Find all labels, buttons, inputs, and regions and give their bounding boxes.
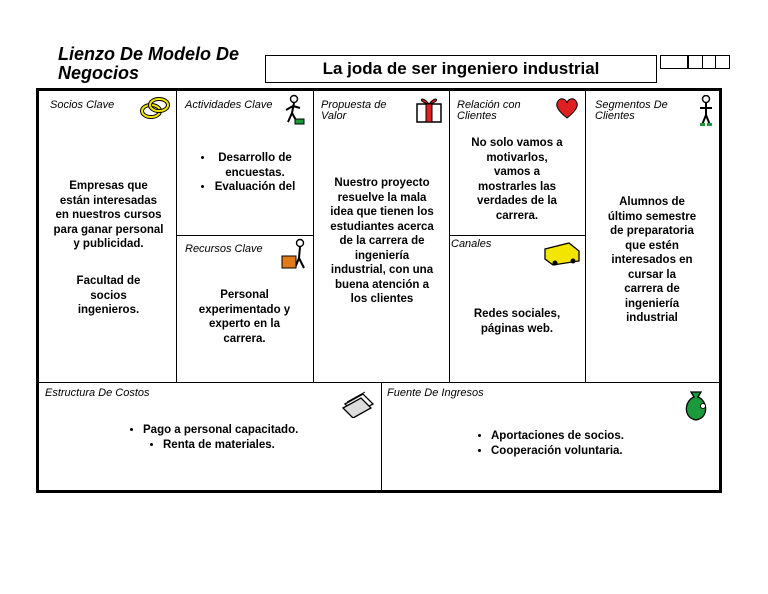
section-label: Canales <box>451 238 492 250</box>
list-item: • Renta de materiales. <box>163 438 298 453</box>
header-box-1 <box>660 55 688 69</box>
section-key-partners <box>39 91 176 382</box>
truck-icon <box>543 241 581 267</box>
section-label: Estructura De Costos <box>45 387 150 399</box>
key-resources-text: Personal experimentado y experto en la carrera. <box>198 289 291 345</box>
section-value-proposition <box>313 91 449 382</box>
chain-link-icon <box>139 95 171 121</box>
list-item: • Cooperación voluntaria. <box>491 444 624 459</box>
worker-icon <box>280 94 306 126</box>
key-partners-text-2: Facultad de socios ingenieros. <box>76 275 141 316</box>
worker-box-icon <box>280 238 310 272</box>
section-customer-segments <box>585 91 719 382</box>
section-revenue-streams <box>381 382 719 490</box>
channels-text: Redes sociales, páginas web. <box>473 308 561 335</box>
value-proposition-text: Nuestro proyecto resuelve la mala idea que tienen los estudiantes acerca de la carrera de ingeniería industrial, con una buena atención a los clientes <box>330 177 434 305</box>
business-model-canvas <box>36 88 722 493</box>
section-key-activities <box>176 91 313 235</box>
section-label: Recursos Clave <box>185 243 263 255</box>
gift-icon <box>413 94 445 126</box>
section-label: Propuesta de Valor <box>321 99 387 122</box>
money-bag-icon <box>681 388 711 422</box>
person-icon <box>697 95 715 127</box>
list-item: • Desarrollo de encuestas. <box>214 151 296 180</box>
section-label: Actividades Clave <box>185 99 273 111</box>
section-channels <box>449 235 585 382</box>
paper-stack-icon <box>341 390 375 418</box>
document-title: Lienzo De Modelo De Negocios <box>58 44 240 83</box>
key-activities-list <box>196 151 296 195</box>
customer-relationships-text: No solo vamos a motivarlos, vamos a mostrarles las verdades de la carrera. <box>471 137 563 222</box>
header-box-3 <box>702 55 730 69</box>
list-item: • Evaluación del <box>214 180 296 195</box>
key-partners-text-1: Empresas que están interesadas en nuestros cursos para ganar personal y publicidad. <box>53 180 164 250</box>
section-key-resources <box>176 235 313 382</box>
section-label: Socios Clave <box>50 99 115 111</box>
heart-icon <box>555 97 579 119</box>
list-item: • Aportaciones de socios. <box>491 429 624 444</box>
customer-segments-text: Alumnos de último semestre de preparatoria que estén interesados en cursar la carrera de ingeniería industrial <box>607 196 697 324</box>
section-label: Relación con Clientes <box>457 99 521 122</box>
cost-structure-list <box>125 423 298 452</box>
list-item: • Pago a personal capacitado. <box>143 423 298 438</box>
revenue-streams-list <box>473 429 624 458</box>
section-cost-structure <box>39 382 381 490</box>
section-customer-relationships <box>449 91 585 235</box>
section-label: Segmentos De Clientes <box>595 99 668 122</box>
canvas-title: La joda de ser ingeniero industrial <box>265 55 657 83</box>
section-label: Fuente De Ingresos <box>387 387 484 399</box>
